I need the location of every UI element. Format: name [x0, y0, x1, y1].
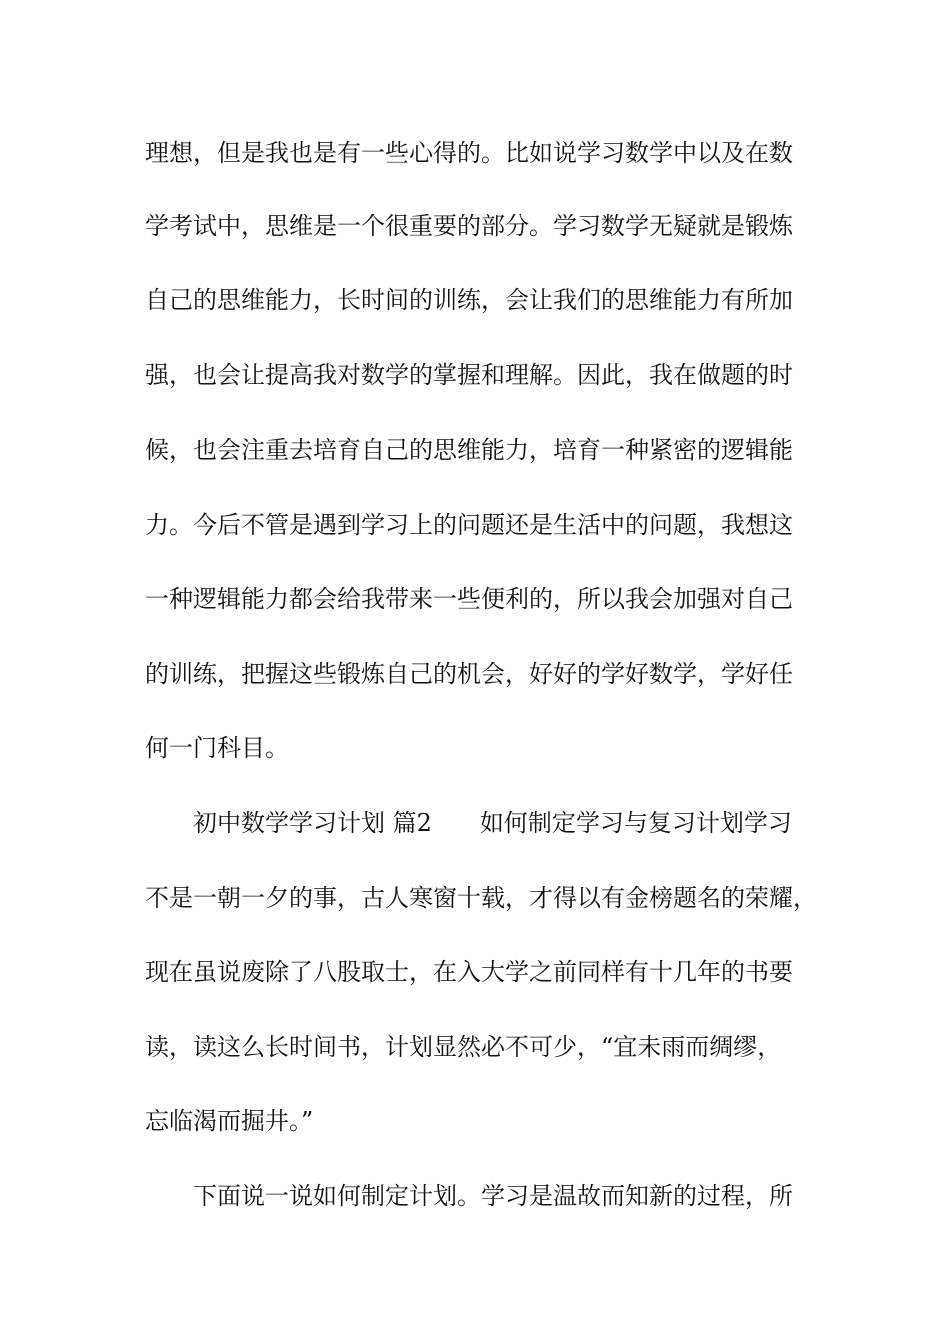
text-line: 忘临渴而掘井。” [145, 1107, 314, 1135]
text-line: 一种逻辑能力都会给我带来一些便利的，所以我会加强对自己 [145, 585, 793, 613]
text-line: 的训练，把握这些锻炼自己的机会，好好的学好数学，学好任 [145, 660, 793, 688]
text-line: 现在虽说废除了八股取士，在入大学之前同样有十几年的书要 [145, 958, 793, 986]
text-line: 自己的思维能力，长时间的训练，会让我们的思维能力有所加 [145, 286, 793, 314]
text-line: 力。今后不管是遇到学习上的问题还是生活中的问题，我想这 [145, 511, 793, 539]
section-heading-line: 初中数学学习计划 篇2 如何制定学习与复习计划学习 [145, 809, 792, 837]
text-line: 何一门科目。 [145, 734, 289, 762]
text-line: 不是一朝一夕的事，古人寒窗十载，才得以有金榜题名的荣耀， [145, 884, 817, 912]
text-line: 候，也会注重去培育自己的思维能力，培育一种紧密的逻辑能 [145, 436, 793, 464]
text-line: 学考试中，思维是一个很重要的部分。学习数学无疑就是锻炼 [145, 212, 793, 240]
text-line: 下面说一说如何制定计划。学习是温故而知新的过程，所 [145, 1182, 793, 1210]
text-line: 强，也会让提高我对数学的掌握和理解。因此，我在做题的时 [145, 361, 793, 389]
text-line: 理想，但是我也是有一些心得的。比如说学习数学中以及在数 [145, 139, 793, 167]
text-line: 读，读这么长时间书，计划显然必不可少，“宜未雨而绸缪， [145, 1033, 782, 1061]
